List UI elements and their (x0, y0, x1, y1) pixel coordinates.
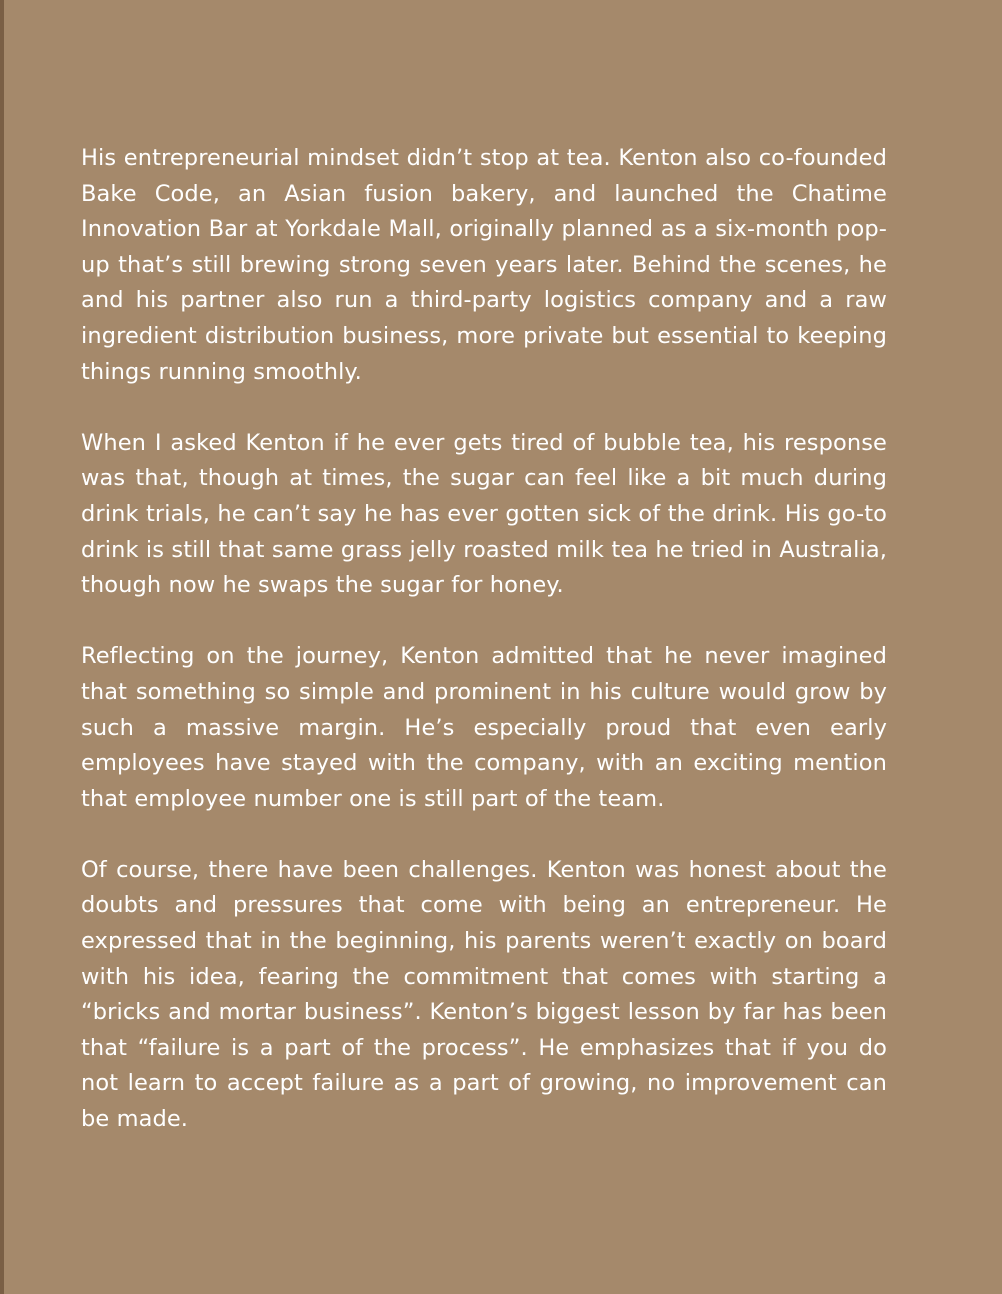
paragraph-challenges: Of course, there have been challenges. Kenton was honest about the doubts and pressures that come with being an entrepreneur. He expressed that in the beginning, his parents weren’t exactly on board with his idea, fearing the commitment that comes with starting a “bricks and mortar business”. Kenton’s biggest lesson by far has been that “failure is a part of the process”. He emphasizes that if you do not learn to accept failure as a part of growing, no improvement can be made. (81, 856, 887, 1133)
page-edge-strip (0, 0, 4, 1294)
paragraph-other-ventures: His entrepreneurial mindset didn’t stop at tea. Kenton also co-founded Bake Code, an Asian fusion bakery, and launched the Chatime Innovation Bar at Yorkdale Mall, originally planned as a six-month pop-up that’s still brewing strong seven years later. Behind the scenes, he and his partner also run a third-party logistics company and a raw ingredient distribution business, more private but essential to keeping things running smoothly. (81, 145, 887, 385)
paragraph-bubble-tea: When I asked Kenton if he ever gets tired of bubble tea, his response was that, though at times, the sugar can feel like a bit much during drink trials, he can’t say he has ever gotten sick of the drink. His go-to drink is still that same grass jelly roasted milk tea he tried in Australia, though now he swaps the sugar for honey. (81, 429, 887, 599)
article-body (81, 141, 887, 1138)
paragraph-reflection: Reflecting on the journey, Kenton admitted that he never imagined that something so simple and prominent in his culture would grow by such a massive margin. He’s especially proud that even early employees have stayed with the company, with an exciting mention that employee number one is still part of the team. (81, 643, 887, 812)
